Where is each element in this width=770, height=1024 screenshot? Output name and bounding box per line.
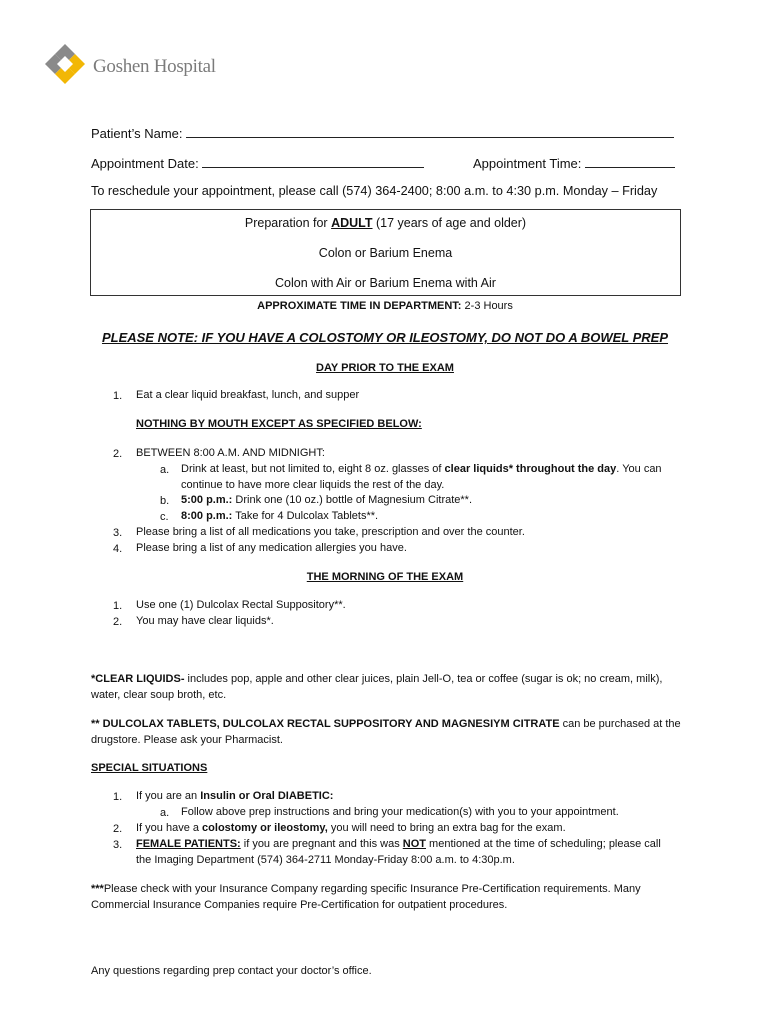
special-item2-bold: colostomy or ileostomy, [202, 822, 328, 834]
special-item2-post: you will need to bring an extra bag for the exam. [327, 822, 566, 834]
day-prior-item2-num: 2. [113, 448, 123, 460]
appointment-time-row [473, 154, 675, 171]
special-item1a: Follow above prep instructions and bring your medication(s) with you to your appointment. [181, 806, 619, 818]
special-heading: SPECIAL SITUATIONS [91, 762, 208, 774]
logo-text: Goshen Hospital [93, 56, 216, 77]
insurance-paragraph [91, 881, 691, 913]
special-item1a-num: a. [160, 807, 170, 819]
day-prior-item3-num: 3. [113, 527, 123, 539]
day-prior-a [181, 462, 691, 493]
special-item3-post: mentioned at the time of scheduling; please call [425, 838, 661, 850]
approx-label: APPROXIMATE TIME IN DEPARTMENT: [257, 300, 462, 312]
day-prior-b-num: b. [160, 495, 170, 507]
special-item3-bold: FEMALE PATIENTS: [136, 838, 241, 850]
day-prior-item1: Eat a clear liquid breakfast, lunch, and supper [136, 389, 360, 401]
c-bold: 8:00 p.m.: [181, 510, 233, 522]
goshen-hospital-logo-icon [42, 42, 88, 88]
day-prior-a-num: a. [160, 464, 170, 476]
appointment-date-row [91, 154, 424, 171]
insurance-bold: *** [91, 883, 104, 895]
special-item3 [136, 837, 696, 868]
day-prior-item3: Please bring a list of all medications you take, prescription and over the counter. [136, 526, 525, 538]
special-item3-not: NOT [402, 838, 426, 850]
special-item1-bold: Insulin or Oral DIABETIC: [200, 790, 334, 802]
day-prior-c [181, 509, 378, 525]
prep-adult: ADULT [331, 216, 373, 230]
morning-item2-num: 2. [113, 616, 123, 628]
prep-prefix: Preparation for [244, 216, 332, 230]
special-item3-pre: if you are pregnant and this was [240, 838, 403, 850]
prep-suffix: (17 years of age and older) [372, 216, 527, 230]
special-item1-num: 1. [113, 791, 123, 803]
special-item2-pre: If you have a [136, 822, 203, 834]
a-line2: continue to have more clear liquids the rest of the day. [181, 478, 445, 491]
morning-item1-num: 1. [113, 600, 123, 612]
c-text: Take for 4 Dulcolax Tablets**. [232, 510, 379, 522]
clear-liquids-text: includes pop, apple and other clear juices, plain Jell-O, tea or coffee (sugar is ok; no cream, milk), water, clear soup broth, etc. [91, 673, 663, 701]
a-bold: clear liquids* throughout the day [444, 463, 617, 475]
morning-item2: You may have clear liquids*. [136, 615, 274, 627]
clear-liquids-bold: *CLEAR LIQUIDS- [91, 673, 185, 685]
special-item1-pre: If you are an [136, 790, 201, 802]
special-item2 [136, 821, 566, 837]
day-prior-b [181, 493, 472, 509]
insurance-text: Please check with your Insurance Company regarding specific Insurance Pre-Certification requirements. Many Commercial Insurance Companies require Pre-Certification for outpatient procedures. [91, 883, 641, 911]
appointment-time-line [585, 154, 675, 168]
prep-line-3: Colon with Air or Barium Enema with Air [275, 276, 496, 290]
day-prior-c-num: c. [160, 511, 169, 523]
special-item1 [136, 789, 333, 805]
clear-liquids-paragraph [91, 671, 691, 703]
morning-item1: Use one (1) Dulcolax Rectal Suppository**. [136, 599, 346, 611]
patient-name-line [186, 124, 674, 138]
b-bold: 5:00 p.m.: [181, 494, 233, 506]
day-prior-item4-num: 4. [113, 543, 123, 555]
approx-value: 2-3 Hours [461, 300, 513, 312]
appointment-date-label: Appointment Date: [91, 156, 199, 171]
day-prior-item1-num: 1. [113, 390, 123, 402]
prep-box [90, 209, 681, 296]
a-post: . You can [616, 463, 662, 475]
appointment-time-label: Appointment Time: [473, 156, 582, 171]
prep-line-1 [91, 216, 680, 230]
special-item3-num: 3. [113, 839, 123, 851]
day-prior-heading: DAY PRIOR TO THE EXAM [316, 362, 454, 374]
footer-text: Any questions regarding prep contact your doctor’s office. [91, 965, 372, 977]
b-text: Drink one (10 oz.) bottle of Magnesium Citrate**. [232, 494, 473, 506]
prep-line-2: Colon or Barium Enema [318, 246, 453, 260]
dulcolax-bold: ** DULCOLAX TABLETS, DULCOLAX RECTAL SUPPOSITORY AND MAGNESIYM CITRATE [91, 718, 560, 730]
dulcolax-paragraph [91, 716, 691, 748]
dulcolax-text: can be purchased at the drugstore. Please ask your Pharmacist. [91, 718, 681, 746]
please-note: PLEASE NOTE: IF YOU HAVE A COLOSTOMY OR ILEOSTOMY, DO NOT DO A BOWEL PREP [101, 330, 669, 345]
special-item2-num: 2. [113, 823, 123, 835]
day-prior-item4: Please bring a list of any medication allergies you have. [136, 542, 407, 554]
patient-name-row [91, 124, 674, 141]
approx-time [0, 300, 770, 312]
nothing-heading: NOTHING BY MOUTH EXCEPT AS SPECIFIED BELOW: [136, 418, 422, 430]
morning-heading: THE MORNING OF THE EXAM [306, 571, 464, 583]
patient-name-label: Patient’s Name: [91, 126, 183, 141]
a-pre: Drink at least, but not limited to, eight 8 oz. glasses of [181, 463, 445, 475]
special-item3-line2: the Imaging Department (574) 364-2711 Monday-Friday 8:00 a.m. to 4:30p.m. [136, 853, 515, 866]
day-prior-item2: BETWEEN 8:00 A.M. AND MIDNIGHT: [136, 447, 325, 459]
appointment-date-line [202, 154, 424, 168]
reschedule-text: To reschedule your appointment, please call (574) 364-2400; 8:00 a.m. to 4:30 p.m. Monday – Friday [91, 184, 658, 198]
